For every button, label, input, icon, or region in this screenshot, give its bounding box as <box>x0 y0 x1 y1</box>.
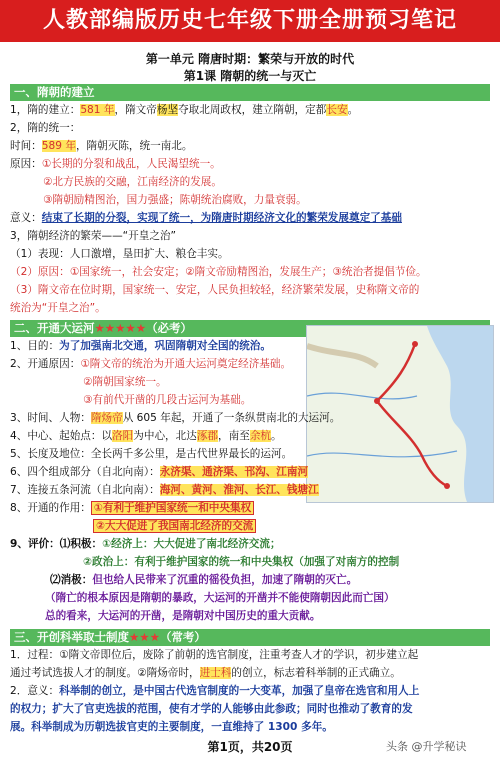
watermark: 头条 @升学秘诀 <box>386 740 467 753</box>
exam-significance-2: 的权力；扩大了官吏选拔的范围，使有才学的人能够由此参政；同时也推动了教育的发 <box>10 703 413 715</box>
line-unification-heading: 2，隋的统一： <box>10 122 81 134</box>
line-reason-2: ②北方民族的交融，江南经济的发展。 <box>43 176 222 188</box>
line-reason-3: ③隋朝励精图治，国力强盛；陈朝统治腐败，力量衰弱。 <box>43 194 307 206</box>
page-banner-title: 人教部编版历史七年级下册全册预习笔记 <box>0 0 500 42</box>
canal-role-2: ②大大促进了我国南北经济的交流 <box>93 519 256 533</box>
line-founding: 1，隋的建立：581 年，隋文帝杨坚夺取北周政权，建立隋朝，定都长安。 <box>10 104 359 116</box>
canal-reason-2: ②隋朝国家统一。 <box>83 376 167 388</box>
line-economy-4: 统治为“开皇之治”。 <box>10 302 106 314</box>
canal-four-parts: 6、四个组成部分（自北向南）：永济渠、通济渠、邗沟、江南河 <box>10 466 309 478</box>
canal-center-endpoints: 4、中心、起始点：以洛阳为中心，北达涿郡，南至余杭。 <box>10 430 282 442</box>
line-economy-heading: 3，隋朝经济的繁荣——“开皇之治” <box>10 230 177 242</box>
canal-eval-summary: 总的看来，大运河的开凿，是隋朝对中国历史的重大贡献。 <box>45 610 321 622</box>
line-significance: 意义：结束了长期的分裂，实现了统一，为隋唐时期经济文化的繁荣发展奠定了基础 <box>10 212 402 224</box>
canal-purpose: 1、目的：为了加强南北交通，巩固隋朝对全国的统治。 <box>10 340 271 352</box>
canal-eval-positive-2: ②政治上：有利于维护国家的统一和中央集权（加强了对南方的控制 <box>83 556 400 568</box>
exam-process-1: 1．过程：①隋文帝即位后，废除了前朝的选官制度，注重考查人才的学识，初步建立起 <box>10 649 419 661</box>
rating-stars: ★★★★★ <box>94 321 147 335</box>
section-heading-1: 一、隋朝的建立 <box>10 84 490 101</box>
canal-role-1: 8、开通的作用： ①有利于维护国家统一和中央集权 <box>10 501 254 515</box>
canal-eval-negative: ⑵消极：但也给人民带来了沉重的徭役负担，加速了隋朝的灭亡。 <box>50 574 358 586</box>
canal-time-person: 3、时间、人物：隋炀帝从 605 年起，开通了一条纵贯南北的大运河。 <box>10 412 341 424</box>
line-economy-3: （3）隋文帝在位时期，国家统一、安定，人民负担较轻，经济繁荣发展，史称隋文帝的 <box>10 284 420 296</box>
line-unification-time: 时间：589 年，隋朝灭陈，统一南北。 <box>10 140 193 152</box>
line-economy-1: （1）表现：人口激增，垦田扩大、粮仓丰实。 <box>10 248 229 260</box>
page-footer: 第1页，共20页 <box>207 740 293 754</box>
line-reason-1: 原因：①长期的分裂和战乱，人民渴望统一。 <box>10 158 221 170</box>
canal-length: 5、长度及地位：全长两千多公里，是古代世界最长的运河。 <box>10 448 293 460</box>
canal-reason-3: ③有前代开凿的几段古运河为基础。 <box>83 394 252 406</box>
unit-heading: 第一单元 隋唐时期：繁荣与开放的时代 <box>145 52 355 66</box>
line-economy-2: （2）原因：①国家统一，社会安定；②隋文帝励精图治，发展生产；③统治者提倡节俭。 <box>10 266 427 278</box>
exam-significance-1: 2．意义：科举制的创立，是中国古代选官制度的一大变革，加强了皇帝在选官和用人上 <box>10 685 420 697</box>
canal-eval-note: （隋亡的根本原因是隋朝的暴政，大运河的开凿并不能使隋朝因此而亡国） <box>45 592 395 604</box>
section-heading-3: 三、开创科举取士制度★★★（常考） <box>10 629 490 646</box>
lesson-heading: 第1课 隋朝的统一与灭亡 <box>183 69 317 83</box>
rating-stars: ★★★ <box>129 630 160 644</box>
exam-process-2: 通过考试选拔人才的制度。②隋炀帝时，进士科的创立，标志着科举制的正式确立。 <box>10 667 401 679</box>
canal-five-rivers: 7、连接五条河流（自北向南）：海河、黄河、淮河、长江、钱塘江 <box>10 484 319 496</box>
canal-reason-1: 2、开通原因：①隋文帝的统治为开通大运河奠定经济基础。 <box>10 358 292 370</box>
canal-eval-positive-1: 9、评价：⑴积极：①经济上：大大促进了南北经济交流； <box>10 538 281 550</box>
section-heading-2: 二、开通大运河★★★★★（必考） <box>10 320 490 337</box>
exam-significance-3: 展。科举制成为历朝选拔官吏的主要制度，一直维持了 1300 多年。 <box>10 721 333 733</box>
